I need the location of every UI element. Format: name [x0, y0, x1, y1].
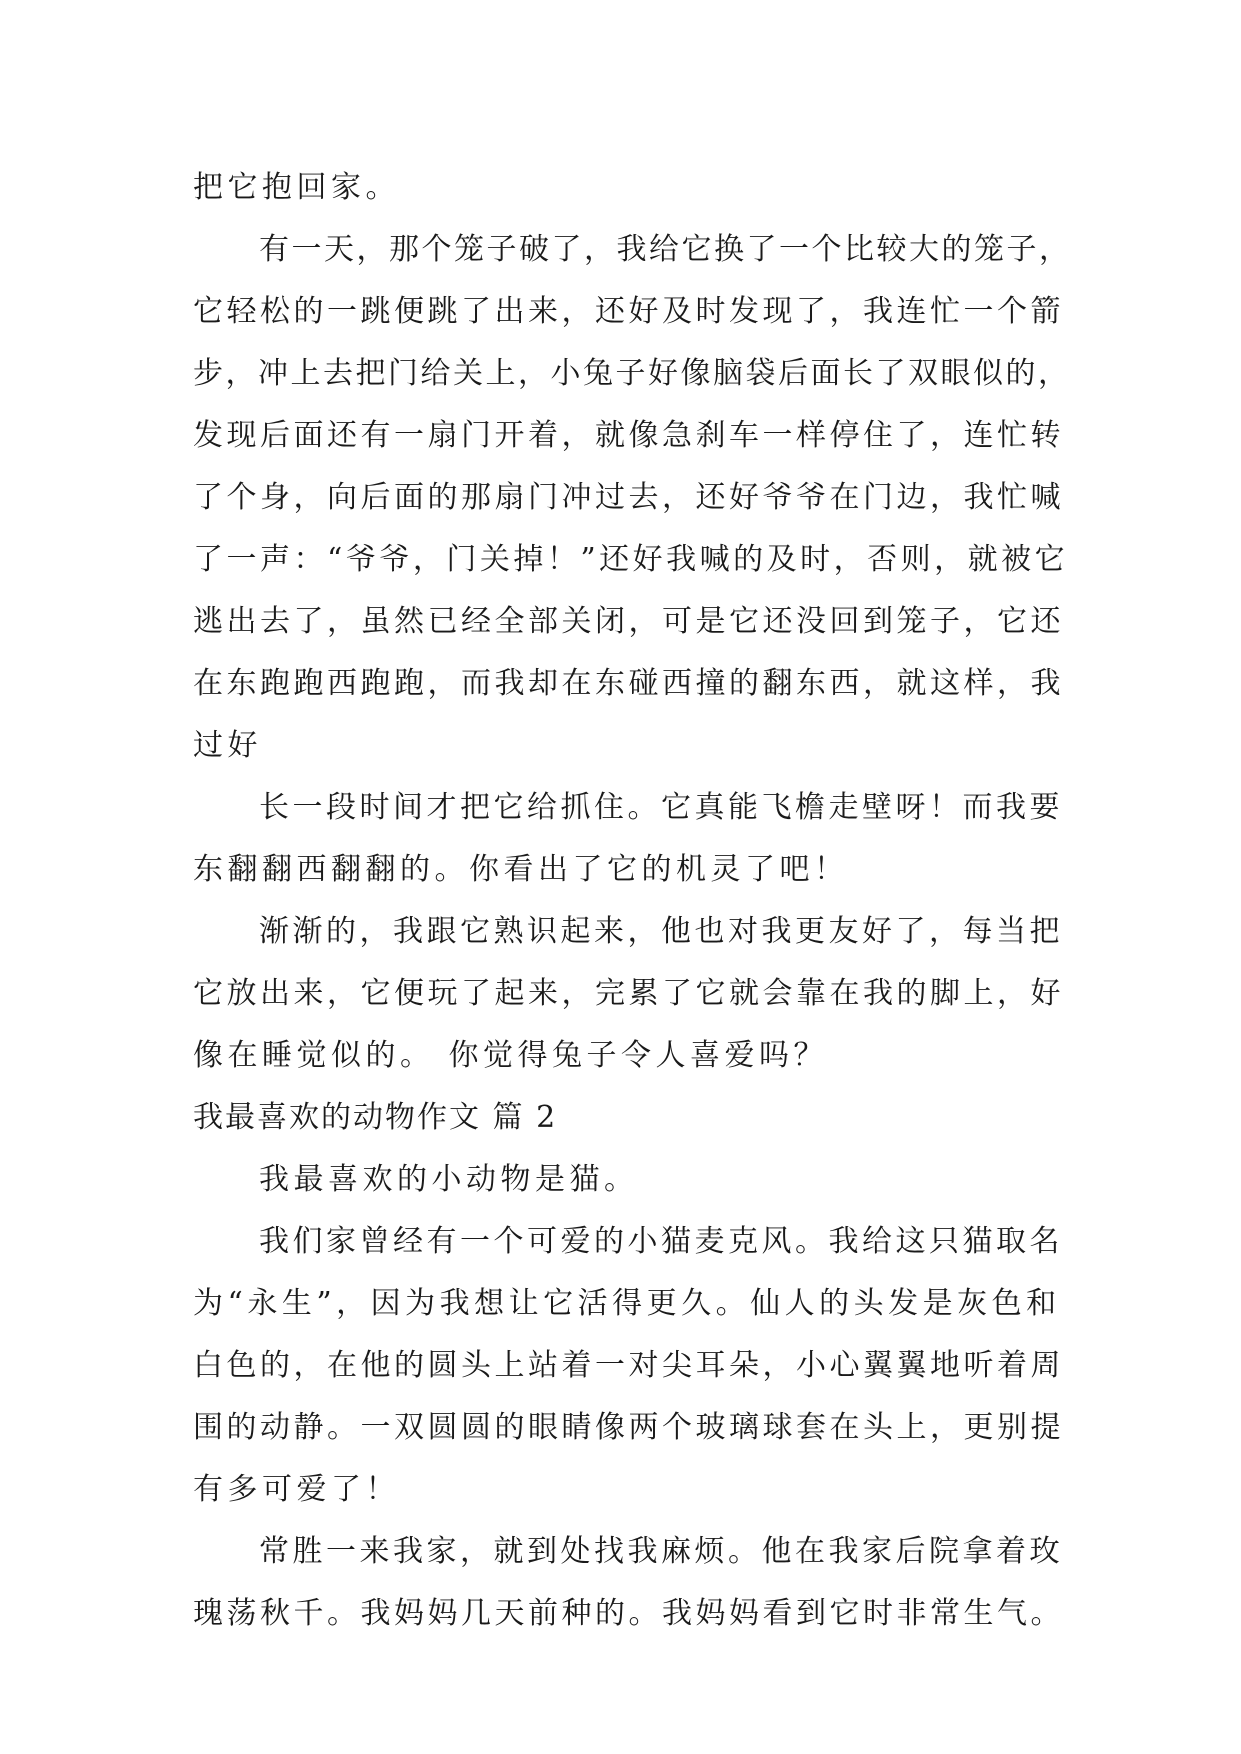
text-line: 把它抱回家。	[193, 170, 400, 205]
text-line: 我最喜欢的小动物是猫。	[259, 1162, 639, 1197]
text-line: 像在睡觉似的。 你觉得兔子令人喜爱吗？	[193, 1038, 829, 1073]
text-line: 它放出来，它便玩了起来，完累了它就会靠在我的脚上，好	[193, 976, 1064, 1011]
text-line: 常胜一来我家，就到处找我麻烦。他在我家后院拿着玫	[259, 1534, 1063, 1569]
text-line: 在东跑跑西跑跑，而我却在东碰西撞的翻东西，就这样，我	[193, 666, 1064, 701]
section-heading: 我最喜欢的动物作文 篇 2	[193, 1100, 558, 1135]
text-line: 了个身，向后面的那扇门冲过去，还好爷爷在门边，我忙喊	[193, 480, 1064, 515]
text-line: 步，冲上去把门给关上，小兔子好像脑袋后面长了双眼似的，	[193, 356, 1071, 391]
text-line: 有多可爱了！	[193, 1472, 400, 1507]
text-line: 长一段时间才把它给抓住。它真能飞檐走壁呀！而我要	[259, 790, 1063, 825]
text-line: 逃出去了，虽然已经全部关闭，可是它还没回到笼子，它还	[193, 604, 1064, 639]
text-line: 渐渐的，我跟它熟识起来，他也对我更友好了，每当把	[259, 914, 1063, 949]
text-line: 东翻翻西翻翻的。你看出了它的机灵了吧！	[193, 852, 849, 887]
text-line: 过好	[193, 728, 262, 763]
text-line: 它轻松的一跳便跳了出来，还好及时发现了，我连忙一个箭	[193, 294, 1064, 329]
text-line: 为“永生”，因为我想让它活得更久。仙人的头发是灰色和	[193, 1286, 1061, 1321]
document-body	[193, 157, 1073, 1645]
text-line: 瑰荡秋千。我妈妈几天前种的。我妈妈看到它时非常生气。	[193, 1596, 1064, 1631]
text-line: 有一天，那个笼子破了，我给它换了一个比较大的笼子，	[259, 232, 1072, 267]
text-line: 我们家曾经有一个可爱的小猫麦克风。我给这只猫取名	[259, 1224, 1063, 1259]
text-line: 发现后面还有一扇门开着，就像急刹车一样停住了，连忙转	[193, 418, 1064, 453]
text-line: 了一声：“爷爷，门关掉！”还好我喊的及时，否则，就被它	[193, 542, 1069, 577]
text-line: 白色的，在他的圆头上站着一对尖耳朵，小心翼翼地听着周	[193, 1348, 1064, 1383]
text-line: 围的动静。一双圆圆的眼睛像两个玻璃球套在头上，更别提	[193, 1410, 1064, 1445]
